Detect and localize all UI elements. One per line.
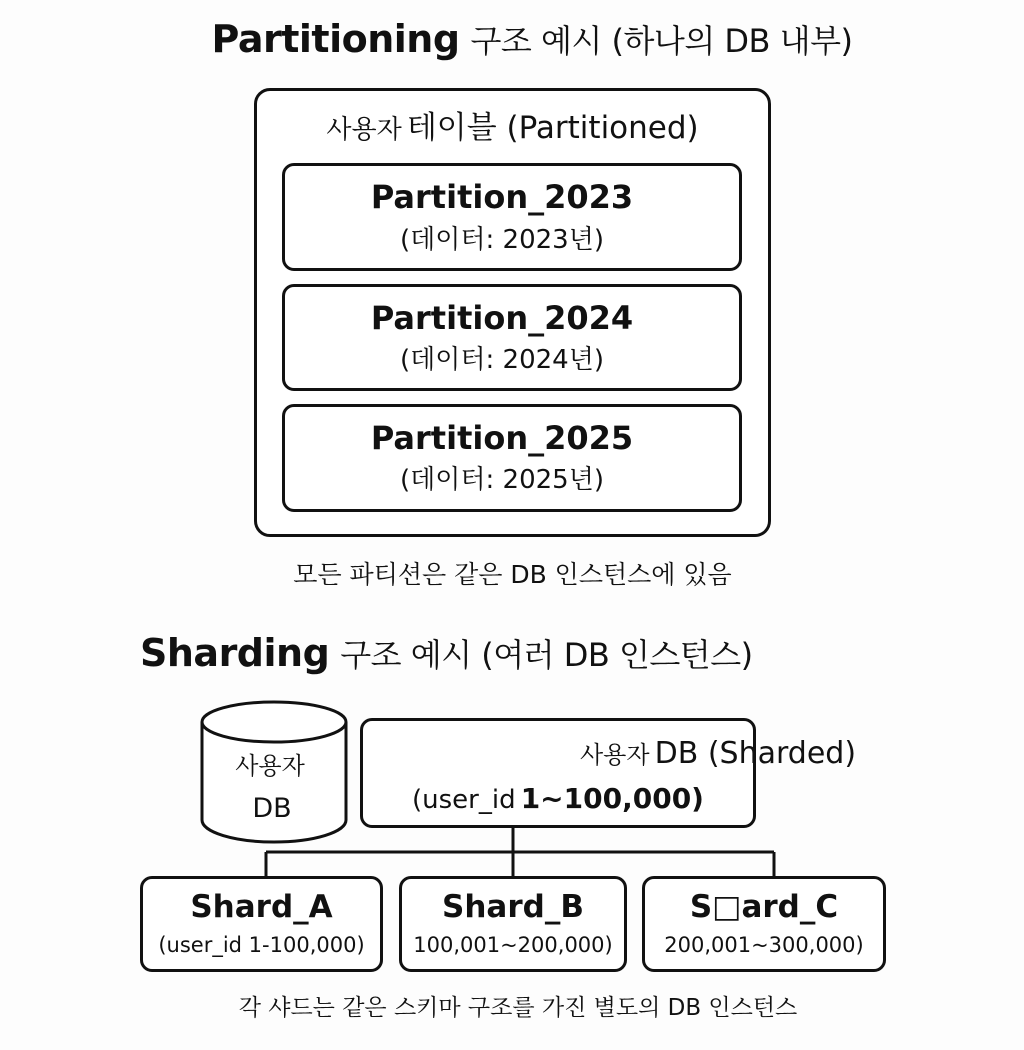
- sharded-db-range-a: (user_id: [412, 785, 516, 815]
- partitioned-table-label-b: 테이블 (Partitioned): [406, 110, 699, 146]
- shard-a-range: (user_id 1-100,000): [158, 933, 365, 957]
- partition-2023-detail: (데이터: 2023년): [400, 225, 604, 255]
- sharded-db-range-b: 1~100,000): [520, 782, 704, 815]
- shard-connector-lines: [0, 826, 1024, 882]
- partitioned-table-label-a: 사용자: [326, 115, 402, 145]
- sharded-db-label-a: 사용자: [579, 741, 650, 769]
- sharding-title-bold: Sharding: [140, 631, 330, 675]
- partitioning-title-rest: 구조 예시 (하나의 DB 내부): [470, 22, 853, 60]
- partitioned-table-label: [254, 106, 771, 150]
- shard-c-name: S□ard_C: [689, 889, 839, 925]
- sharding-caption: 각 샤드는 같은 스키마 구조를 가진 별도의 DB 인스턴스: [238, 995, 798, 1021]
- cylinder-label-line2: DB: [252, 793, 292, 824]
- sharded-db-label: [360, 732, 1024, 776]
- sharded-db-label-b: DB (Sharded): [654, 736, 857, 771]
- partition-2025-name: Partition_2025: [370, 419, 634, 457]
- partition-2023-name: Partition_2023: [370, 178, 634, 216]
- sharding-title: [140, 628, 753, 678]
- partition-2024-detail: (데이터: 2024년): [400, 345, 604, 375]
- partition-2025-detail: (데이터: 2025년): [400, 465, 604, 495]
- shard-c-range: 200,001~300,000): [664, 933, 864, 957]
- cylinder-label-line1: 사용자: [235, 752, 305, 780]
- partitioning-caption: 모든 파티션은 같은 DB 인스턴스에 있음: [293, 560, 732, 589]
- shard-b-name: Shard_B: [442, 889, 584, 925]
- sharding-title-rest: 구조 예시 (여러 DB 인스턴스): [340, 636, 753, 674]
- partition-2024-name: Partition_2024: [370, 299, 634, 337]
- shard-a-name: Shard_A: [190, 889, 333, 925]
- partitioning-title-bold: Partitioning: [211, 17, 460, 61]
- shard-b-range: 100,001~200,000): [413, 933, 613, 957]
- sharded-db-range: [360, 778, 756, 820]
- partitioning-title: [0, 14, 1024, 64]
